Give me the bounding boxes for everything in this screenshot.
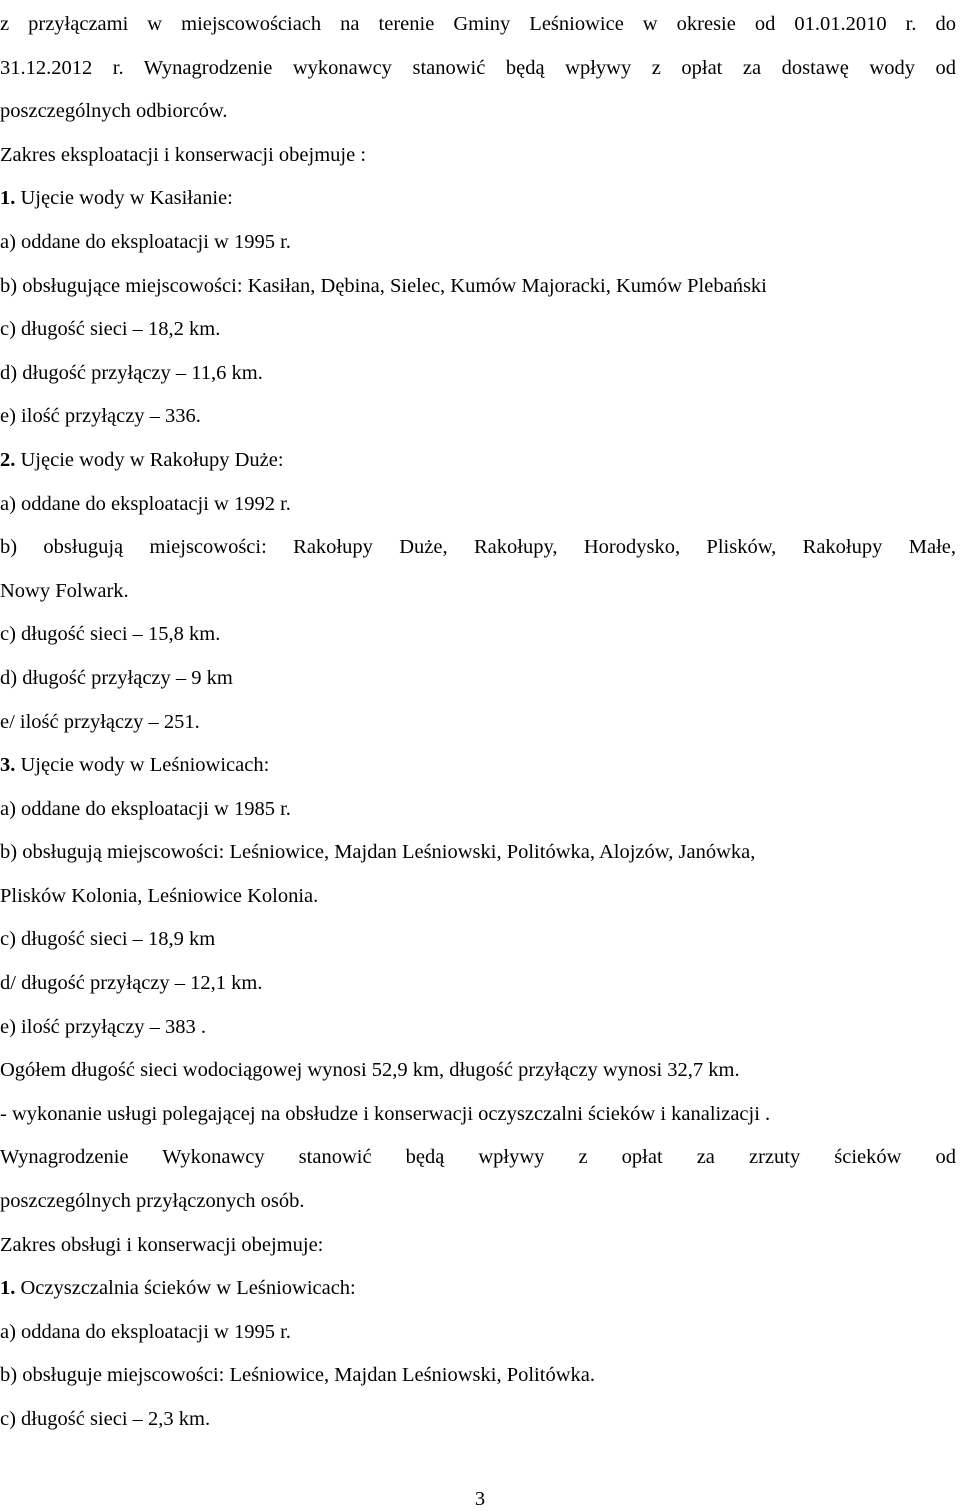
text-line: b) obsługujące miejscowości: Kasiłan, Dębina, Sielec, Kumów Majoracki, Kumów Plebański bbox=[0, 274, 767, 297]
section-number: 3. bbox=[0, 754, 16, 777]
text-line: a) oddana do eksploatacji w 1995 r. bbox=[0, 1320, 291, 1343]
section-title: Ujęcie wody w Leśniowicach: bbox=[20, 754, 270, 777]
section-number: 2. bbox=[0, 448, 16, 471]
text-line: b) obsługują miejscowości: Leśniowice, Majdan Leśniowski, Politówka, Alojzów, Janówka, bbox=[0, 841, 756, 864]
section-number: 1. bbox=[0, 1277, 16, 1300]
text-line: c) długość sieci – 2,3 km. bbox=[0, 1408, 211, 1430]
page-number: 3 bbox=[474, 1488, 486, 1510]
text-line: Zakres obsługi i konserwacji obejmuje: bbox=[0, 1233, 324, 1256]
section-title: Oczyszczalnia ścieków w Leśniowicach: bbox=[20, 1277, 356, 1300]
text-line: d) długość przyłączy – 9 km bbox=[0, 666, 233, 689]
text-line: z przyłączami w miejscowościach na terenie Gminy Leśniowice w okresie od 01.01.2010 r. do bbox=[0, 13, 956, 35]
text-line: c) długość sieci – 15,8 km. bbox=[0, 623, 221, 646]
section-heading-kasilan bbox=[0, 177, 960, 221]
text-line: c) długość sieci – 18,9 km bbox=[0, 928, 216, 951]
text-line: b) obsługują miejscowości: Rakołupy Duże, Rakołupy, Horodysko, Plisków, Rakołupy Małe, bbox=[0, 536, 956, 559]
text-line: Nowy Folwark. bbox=[0, 579, 129, 602]
text-line: b) obsługuje miejscowości: Leśniowice, Majdan Leśniowski, Politówka. bbox=[0, 1364, 595, 1387]
text-line: Plisków Kolonia, Leśniowice Kolonia. bbox=[0, 884, 319, 907]
section-heading-treatment-plant bbox=[0, 1267, 960, 1311]
text-line: Zakres eksploatacji i konserwacji obejmuje : bbox=[0, 143, 367, 166]
section-heading-rakolupy bbox=[0, 439, 960, 483]
text-line: poszczególnych przyłączonych osób. bbox=[0, 1190, 305, 1213]
text-line: - wykonanie usługi polegającej na obsłudze i konserwacji oczyszczalni ścieków i kanalizacji . bbox=[0, 1102, 771, 1125]
text-line: 31.12.2012 r. Wynagrodzenie wykonawcy stanowić będą wpływy z opłat za dostawę wody od bbox=[0, 56, 956, 79]
section-title: Ujęcie wody w Kasiłanie: bbox=[20, 187, 233, 210]
section-title: Ujęcie wody w Rakołupy Duże: bbox=[20, 448, 284, 471]
section-number: 1. bbox=[0, 187, 16, 210]
text-line: a) oddane do eksploatacji w 1985 r. bbox=[0, 797, 291, 820]
text-line: e/ ilość przyłączy – 251. bbox=[0, 710, 200, 733]
document-body bbox=[0, 3, 960, 1442]
text-line: c) długość sieci – 18,2 km. bbox=[0, 318, 221, 341]
text-line: a) oddane do eksploatacji w 1992 r. bbox=[0, 492, 291, 515]
section-heading-lesniowice bbox=[0, 744, 960, 788]
text-line: poszczególnych odbiorców. bbox=[0, 100, 228, 123]
text-line: Ogółem długość sieci wodociągowej wynosi 52,9 km, długość przyłączy wynosi 32,7 km. bbox=[0, 1059, 740, 1082]
text-line: Wynagrodzenie Wykonawcy stanowić będą wpływy z opłat za zrzuty ścieków od bbox=[0, 1146, 956, 1169]
text-line: e) ilość przyłączy – 336. bbox=[0, 405, 201, 428]
text-line: a) oddane do eksploatacji w 1995 r. bbox=[0, 230, 291, 253]
text-line: e) ilość przyłączy – 383 . bbox=[0, 1015, 207, 1038]
text-line: d/ długość przyłączy – 12,1 km. bbox=[0, 972, 263, 995]
text-line: d) długość przyłączy – 11,6 km. bbox=[0, 361, 263, 384]
